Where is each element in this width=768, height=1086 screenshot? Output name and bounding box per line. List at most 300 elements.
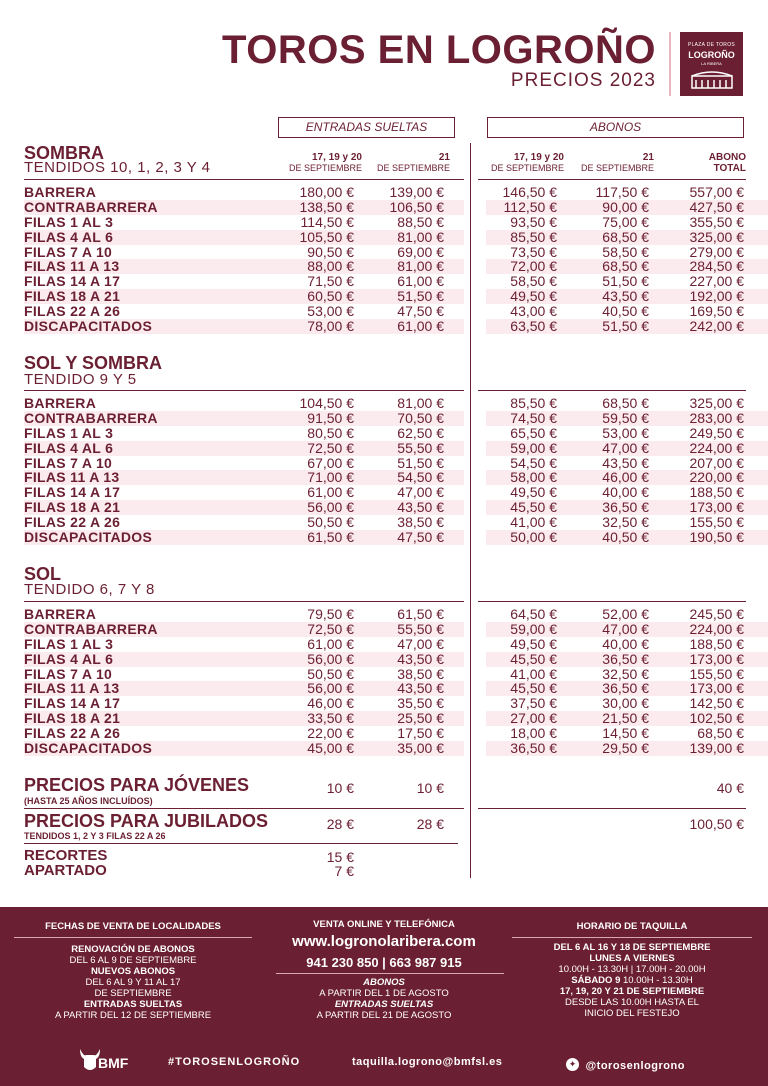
col-header-1-top: 17, 19 y 20	[311, 152, 362, 163]
table-row	[24, 637, 746, 652]
price-abono-21: 117,50 €	[595, 184, 649, 200]
price-abono-21: 68,50 €	[602, 258, 649, 275]
price-suelta-21: 81,00 €	[397, 395, 444, 411]
price-suelta-21: 61,50 €	[397, 606, 444, 622]
price-suelta-21: 38,50 €	[397, 514, 444, 531]
price-abono-17-19-20: 85,50 €	[510, 395, 557, 411]
price-abono-total: 190,50 €	[689, 529, 744, 546]
row-label: FILAS 4 AL 6	[24, 650, 114, 667]
price-abono-total: 242,00 €	[689, 318, 744, 335]
price-suelta-17-19-20: 90,50 €	[307, 243, 354, 260]
hashtag: #TOROSENLOGROÑO	[168, 1056, 301, 1068]
price-suelta-21: 47,50 €	[397, 529, 444, 546]
section-subtitle-sol-y-sombra: TENDIDO 9 Y 5	[24, 371, 137, 388]
price-abono-total: 155,50 €	[689, 514, 744, 531]
price-abono-total: 173,00 €	[689, 680, 744, 697]
price-suelta-17-19-20: 61,00 €	[307, 635, 354, 652]
row-label: BARRERA	[24, 395, 97, 411]
table-row	[24, 441, 746, 456]
price-abono-total: 188,50 €	[689, 484, 744, 501]
price-abono-17-19-20: 18,00 €	[510, 725, 557, 742]
row-label: DISCAPACITADOS	[24, 318, 153, 335]
price-abono-17-19-20: 36,50 €	[510, 740, 557, 757]
price-abono-21: 36,50 €	[602, 650, 649, 667]
price-suelta-21: 61,00 €	[397, 318, 444, 335]
jovenes-title: PRECIOS PARA JÓVENES	[24, 775, 250, 795]
price-suelta-17-19-20: 91,50 €	[307, 409, 354, 426]
price-abono-total: 245,50 €	[689, 606, 744, 622]
price-abono-total: 192,00 €	[689, 288, 744, 305]
section-title-sol: SOL	[24, 564, 62, 584]
col-header-4-top: 21	[642, 152, 654, 163]
row-label: CONTRABARRERA	[24, 409, 158, 426]
footer-renovacion-dates: DEL 6 AL 9 DE SEPTIEMBRE	[69, 955, 197, 966]
price-abono-total: 283,00 €	[689, 409, 744, 426]
price-abono-17-19-20: 63,50 €	[510, 318, 557, 335]
footer	[0, 907, 768, 1086]
price-abono-total: 142,50 €	[689, 695, 744, 712]
price-abono-total: 102,50 €	[689, 710, 744, 727]
price-suelta-17-19-20: 88,00 €	[307, 258, 354, 275]
row-label: FILAS 7 A 10	[24, 454, 113, 471]
price-suelta-21: 70,50 €	[397, 409, 444, 426]
section-subtitle-sombra: TENDIDOS 10, 1, 2, 3 Y 4	[24, 159, 211, 176]
table-row	[24, 696, 746, 711]
footer-abonos-label: ABONOS	[363, 977, 405, 988]
price-abono-21: 51,50 €	[602, 273, 649, 290]
price-suelta-17-19-20: 104,50 €	[299, 395, 354, 411]
table-row	[24, 200, 746, 215]
table-row	[24, 515, 746, 530]
price-suelta-21: 25,50 €	[397, 710, 444, 727]
page-title: TOROS EN LOGROÑO	[222, 28, 656, 72]
price-suelta-17-19-20: 61,00 €	[307, 484, 354, 501]
jubilados-price-1: 28 €	[326, 816, 354, 832]
price-abono-17-19-20: 65,50 €	[510, 424, 557, 441]
jovenes-abono-total: 40 €	[716, 780, 744, 796]
footer-abonos-dates: A PARTIR DEL 1 DE AGOSTO	[319, 988, 449, 999]
table-row	[24, 622, 746, 637]
price-suelta-21: 69,00 €	[397, 243, 444, 260]
price-abono-total: 220,00 €	[689, 469, 744, 486]
price-abono-17-19-20: 72,00 €	[510, 258, 557, 275]
table-row	[24, 456, 746, 471]
price-abono-17-19-20: 93,50 €	[510, 213, 557, 230]
footer-nuevos-dates-2: DE SEPTIEMBRE	[94, 988, 172, 999]
price-abono-21: 40,50 €	[602, 529, 649, 546]
row-label: FILAS 4 AL 6	[24, 228, 114, 245]
row-label: CONTRABARRERA	[24, 620, 158, 637]
phone-numbers[interactable]: 941 230 850 | 663 987 915	[306, 955, 462, 970]
table-row	[24, 667, 746, 682]
col-header-3-bottom: DE SEPTIEMBRE	[490, 163, 564, 173]
row-label: FILAS 14 A 17	[24, 695, 121, 712]
price-abono-21: 36,50 €	[602, 680, 649, 697]
price-suelta-21: 81,00 €	[397, 228, 444, 245]
price-abono-17-19-20: 49,50 €	[510, 635, 557, 652]
footer-hours-times: 10.00H - 13.30H | 17.00H - 20.00H	[558, 964, 706, 975]
price-suelta-17-19-20: 72,50 €	[307, 439, 354, 456]
price-abono-21: 51,50 €	[602, 318, 649, 335]
price-abono-total: 188,50 €	[689, 635, 744, 652]
price-abono-17-19-20: 50,00 €	[510, 529, 557, 546]
logo-line3: LA RIBERA	[701, 61, 722, 66]
section-title-sol-y-sombra: SOL Y SOMBRA	[24, 353, 163, 373]
price-abono-21: 75,00 €	[602, 213, 649, 230]
price-suelta-17-19-20: 67,00 €	[307, 454, 354, 471]
price-abono-21: 40,50 €	[602, 303, 649, 320]
row-label: FILAS 22 A 26	[24, 514, 121, 531]
price-abono-21: 53,00 €	[602, 424, 649, 441]
price-suelta-21: 35,00 €	[397, 740, 444, 757]
price-abono-total: 207,00 €	[689, 454, 744, 471]
row-label: FILAS 22 A 26	[24, 303, 121, 320]
price-abono-total: 279,00 €	[689, 243, 744, 260]
price-abono-total: 227,00 €	[689, 273, 744, 290]
price-suelta-21: 88,50 €	[397, 213, 444, 230]
twitter-icon: ✦	[566, 1058, 579, 1071]
price-suelta-21: 62,50 €	[397, 424, 444, 441]
footer-saturday-times: 10.00H - 13.30H	[620, 975, 693, 986]
price-abono-total: 557,00 €	[689, 184, 744, 200]
price-suelta-21: 51,50 €	[397, 288, 444, 305]
price-abono-21: 40,00 €	[602, 635, 649, 652]
section-subtitle-sol: TENDIDO 6, 7 Y 8	[24, 581, 155, 598]
price-suelta-17-19-20: 78,00 €	[307, 318, 354, 335]
price-suelta-17-19-20: 46,00 €	[307, 695, 354, 712]
row-label: FILAS 11 A 13	[24, 258, 120, 275]
price-abono-17-19-20: 41,00 €	[510, 665, 557, 682]
footer-nuevos-dates-1: DEL 6 AL 9 Y 11 AL 17	[85, 977, 181, 988]
price-abono-total: 173,00 €	[689, 499, 744, 516]
bmf-logo	[78, 1047, 129, 1078]
table-row	[24, 726, 746, 741]
price-abono-21: 58,50 €	[602, 243, 649, 260]
row-label: BARRERA	[24, 184, 97, 200]
price-abono-17-19-20: 58,50 €	[510, 273, 557, 290]
table-row	[24, 274, 746, 289]
footer-hours-title: HORARIO DE TAQUILLA	[576, 921, 688, 932]
row-label: FILAS 1 AL 3	[24, 635, 114, 652]
table-row	[24, 215, 746, 230]
price-suelta-21: 47,00 €	[397, 484, 444, 501]
row-label: FILAS 7 A 10	[24, 665, 113, 682]
price-abono-21: 68,50 €	[602, 228, 649, 245]
price-suelta-17-19-20: 33,50 €	[307, 710, 354, 727]
price-abono-21: 90,00 €	[602, 198, 649, 215]
price-suelta-17-19-20: 45,00 €	[307, 740, 354, 757]
row-label: FILAS 11 A 13	[24, 680, 120, 697]
price-abono-17-19-20: 112,50 €	[503, 198, 557, 215]
price-abono-21: 14,50 €	[602, 725, 649, 742]
price-suelta-17-19-20: 105,50 €	[299, 228, 354, 245]
email-link[interactable]: taquilla.logrono@bmfsl.es	[352, 1056, 503, 1068]
footer-sueltas-label: ENTRADAS SUELTAS	[83, 999, 183, 1010]
jovenes-price-2: 10 €	[416, 780, 444, 796]
recortes-price: 15 €	[326, 849, 354, 865]
price-suelta-21: 61,00 €	[397, 273, 444, 290]
jubilados-subtitle: TENDIDOS 1, 2 Y 3 FILAS 22 A 26	[24, 831, 166, 841]
price-abono-17-19-20: 59,00 €	[510, 439, 557, 456]
row-label: FILAS 18 A 21	[24, 499, 121, 516]
price-abono-total: 325,00 €	[689, 228, 744, 245]
row-label: CONTRABARRERA	[24, 198, 158, 215]
col-header-2-top: 21	[438, 152, 450, 163]
price-suelta-17-19-20: 72,50 €	[307, 620, 354, 637]
price-abono-17-19-20: 85,50 €	[510, 228, 557, 245]
price-abono-total: 68,50 €	[697, 725, 744, 742]
price-abono-total: 249,50 €	[689, 424, 744, 441]
price-abono-17-19-20: 45,50 €	[510, 499, 557, 516]
price-suelta-21: 54,50 €	[397, 469, 444, 486]
row-label: FILAS 1 AL 3	[24, 424, 114, 441]
price-suelta-21: 17,50 €	[397, 725, 444, 742]
price-abono-17-19-20: 74,50 €	[510, 409, 557, 426]
price-abono-17-19-20: 41,00 €	[510, 514, 557, 531]
footer-rule	[512, 937, 752, 938]
price-abono-21: 36,50 €	[602, 499, 649, 516]
table-row	[24, 652, 746, 667]
logo-line1: PLAZA DE TOROS	[687, 42, 736, 48]
table-row	[24, 230, 746, 245]
section-rule	[478, 808, 746, 809]
col-header-4-bottom: DE SEPTIEMBRE	[580, 163, 654, 173]
price-abono-21: 46,00 €	[602, 469, 649, 486]
bmf-brand: BMF	[98, 1055, 129, 1071]
price-suelta-17-19-20: 53,00 €	[307, 303, 354, 320]
section-title-sombra: SOMBRA	[24, 143, 104, 163]
price-suelta-17-19-20: 56,00 €	[307, 650, 354, 667]
row-label: FILAS 4 AL 6	[24, 439, 114, 456]
footer-sueltas-online-dates: A PARTIR DEL 21 DE AGOSTO	[316, 1010, 452, 1021]
price-abono-21: 40,00 €	[602, 484, 649, 501]
header-divider	[669, 32, 671, 96]
row-label: FILAS 18 A 21	[24, 710, 121, 727]
price-abono-17-19-20: 64,50 €	[510, 606, 557, 622]
price-table-sombra	[24, 185, 746, 334]
price-suelta-17-19-20: 180,00 €	[299, 184, 354, 200]
price-suelta-21: 55,50 €	[397, 439, 444, 456]
jubilados-abono-total: 100,50 €	[689, 816, 744, 832]
col-header-4	[568, 152, 654, 174]
table-row	[24, 681, 746, 696]
footer-rule	[276, 973, 504, 974]
row-label: FILAS 14 A 17	[24, 273, 121, 290]
price-abono-21: 43,50 €	[602, 288, 649, 305]
section-rule	[24, 808, 464, 809]
price-abono-21: 47,00 €	[602, 439, 649, 456]
price-suelta-21: 38,50 €	[397, 665, 444, 682]
footer-festival-dates: 17, 19, 20 Y 21 DE SEPTIEMBRE	[559, 986, 705, 997]
price-abono-17-19-20: 54,50 €	[510, 454, 557, 471]
footer-online-title: VENTA ONLINE Y TELEFÓNICA	[313, 919, 455, 930]
website-link[interactable]: www.logronolaribera.com	[292, 933, 476, 950]
price-suelta-17-19-20: 79,50 €	[307, 606, 354, 622]
footer-festival-hours-1: DESDE LAS 10.00H HASTA EL	[565, 997, 699, 1008]
price-abono-total: 224,00 €	[689, 620, 744, 637]
price-abono-total: 284,50 €	[689, 258, 744, 275]
price-abono-total: 355,50 €	[689, 213, 744, 230]
footer-renovacion-label: RENOVACIÓN DE ABONOS	[71, 944, 195, 955]
price-suelta-21: 55,50 €	[397, 620, 444, 637]
price-suelta-17-19-20: 138,50 €	[299, 198, 354, 215]
section-rule	[24, 843, 458, 844]
price-suelta-17-19-20: 80,50 €	[307, 424, 354, 441]
price-suelta-21: 43,50 €	[397, 650, 444, 667]
footer-nuevos-label: NUEVOS ABONOS	[90, 966, 176, 977]
price-abono-21: 52,00 €	[602, 606, 649, 622]
price-suelta-17-19-20: 56,00 €	[307, 499, 354, 516]
table-row	[24, 411, 746, 426]
row-label: FILAS 22 A 26	[24, 725, 121, 742]
price-suelta-17-19-20: 61,50 €	[307, 529, 354, 546]
group-entradas-sueltas: ENTRADAS SUELTAS	[278, 117, 455, 138]
price-suelta-21: 35,50 €	[397, 695, 444, 712]
footer-hours-info	[512, 942, 752, 1019]
section-rule	[478, 179, 746, 180]
price-abono-total: 139,00 €	[689, 740, 744, 757]
footer-hours-range: DEL 6 AL 16 Y 18 DE SEPTIEMBRE	[553, 942, 711, 953]
price-abono-17-19-20: 45,50 €	[510, 680, 557, 697]
price-abono-17-19-20: 37,50 €	[510, 695, 557, 712]
table-row	[24, 259, 746, 274]
apartado-price: 7 €	[334, 863, 354, 879]
price-abono-total: 224,00 €	[689, 439, 744, 456]
section-rule	[478, 601, 746, 602]
table-row	[24, 396, 746, 411]
price-abono-21: 59,50 €	[602, 409, 649, 426]
price-abono-21: 21,50 €	[602, 710, 649, 727]
jovenes-price-1: 10 €	[326, 780, 354, 796]
price-abono-17-19-20: 49,50 €	[510, 484, 557, 501]
row-label: FILAS 11 A 13	[24, 469, 120, 486]
jubilados-title: PRECIOS PARA JUBILADOS	[24, 811, 269, 831]
row-label: FILAS 14 A 17	[24, 484, 121, 501]
table-row	[24, 485, 746, 500]
bullring-icon	[690, 70, 734, 90]
price-abono-21: 68,50 €	[602, 395, 649, 411]
footer-hours-weekdays: LUNES A VIERNES	[589, 953, 675, 964]
row-label: DISCAPACITADOS	[24, 529, 153, 546]
price-abono-21: 32,50 €	[602, 514, 649, 531]
footer-sueltas-dates: A PARTIR DEL 12 DE SEPTIEMBRE	[54, 1010, 212, 1021]
section-rule	[24, 179, 464, 180]
price-abono-17-19-20: 45,50 €	[510, 650, 557, 667]
price-suelta-17-19-20: 22,00 €	[307, 725, 354, 742]
price-suelta-17-19-20: 60,50 €	[307, 288, 354, 305]
row-label: FILAS 7 A 10	[24, 243, 113, 260]
price-abono-21: 29,50 €	[602, 740, 649, 757]
table-row	[24, 289, 746, 304]
footer-online-info	[264, 977, 504, 1021]
price-suelta-17-19-20: 71,50 €	[307, 273, 354, 290]
footer-sales-title: FECHAS DE VENTA DE LOCALIDADES	[45, 921, 221, 932]
footer-festival-hours-2: INICIO DEL FESTEJO	[584, 1008, 680, 1019]
col-header-5-bottom: TOTAL	[713, 163, 746, 174]
price-abono-total: 427,50 €	[689, 198, 744, 215]
col-header-2-bottom: DE SEPTIEMBRE	[376, 163, 450, 173]
price-suelta-17-19-20: 114,50 €	[300, 213, 354, 230]
logo-line2: LOGROÑO	[688, 50, 735, 60]
price-suelta-21: 43,50 €	[397, 499, 444, 516]
table-row	[24, 711, 746, 726]
price-abono-17-19-20: 73,50 €	[510, 243, 557, 260]
col-header-2	[364, 152, 450, 174]
price-abono-17-19-20: 43,00 €	[510, 303, 557, 320]
row-label: DISCAPACITADOS	[24, 740, 153, 757]
col-header-5	[666, 152, 746, 174]
price-abono-17-19-20: 49,50 €	[510, 288, 557, 305]
row-label: BARRERA	[24, 606, 97, 622]
social-handle[interactable]	[566, 1056, 685, 1074]
price-abono-total: 173,00 €	[689, 650, 744, 667]
price-abono-total: 169,50 €	[689, 303, 744, 320]
price-suelta-17-19-20: 56,00 €	[307, 680, 354, 697]
table-row	[24, 741, 746, 756]
price-suelta-21: 106,50 €	[389, 198, 444, 215]
table-row	[24, 319, 746, 334]
footer-rule	[14, 937, 252, 938]
table-row	[24, 426, 746, 441]
table-row	[24, 470, 746, 485]
price-abono-total: 155,50 €	[689, 665, 744, 682]
price-suelta-17-19-20: 50,50 €	[307, 514, 354, 531]
col-header-3	[478, 152, 564, 174]
apartado-label: APARTADO	[24, 862, 107, 879]
table-row	[24, 530, 746, 545]
price-suelta-21: 47,50 €	[397, 303, 444, 320]
table-row	[24, 304, 746, 319]
row-label: FILAS 1 AL 3	[24, 213, 114, 230]
price-suelta-17-19-20: 50,50 €	[307, 665, 354, 682]
price-abono-17-19-20: 146,50 €	[502, 184, 557, 200]
price-abono-21: 43,50 €	[602, 454, 649, 471]
price-suelta-21: 43,50 €	[397, 680, 444, 697]
plaza-logo	[680, 32, 743, 96]
section-rule	[24, 390, 464, 391]
price-abono-21: 32,50 €	[602, 665, 649, 682]
price-abono-17-19-20: 59,00 €	[510, 620, 557, 637]
price-suelta-21: 51,50 €	[397, 454, 444, 471]
table-row	[24, 245, 746, 260]
price-abono-21: 47,00 €	[602, 620, 649, 637]
jubilados-price-2: 28 €	[416, 816, 444, 832]
row-label: FILAS 18 A 21	[24, 288, 121, 305]
price-suelta-17-19-20: 71,00 €	[307, 469, 354, 486]
table-row	[24, 607, 746, 622]
price-abono-17-19-20: 27,00 €	[510, 710, 557, 727]
price-suelta-21: 81,00 €	[397, 258, 444, 275]
price-suelta-21: 139,00 €	[389, 184, 444, 200]
col-header-1	[276, 152, 362, 174]
recortes-label: RECORTES	[24, 847, 108, 864]
col-header-3-top: 17, 19 y 20	[513, 152, 564, 163]
table-row	[24, 185, 746, 200]
jovenes-subtitle: (HASTA 25 AÑOS INCLUÍDOS)	[24, 796, 153, 806]
col-header-5-top: ABONO	[708, 152, 746, 163]
footer-saturday-label: SÁBADO 9	[571, 975, 621, 986]
price-table-sol-y-sombra	[24, 396, 746, 545]
price-abono-17-19-20: 58,00 €	[510, 469, 557, 486]
table-row	[24, 500, 746, 515]
section-rule	[24, 601, 464, 602]
footer-sales-info	[14, 944, 252, 1021]
price-table-sol	[24, 607, 746, 756]
group-abonos: ABONOS	[487, 117, 744, 138]
price-abono-total: 325,00 €	[689, 395, 744, 411]
price-abono-21: 30,00 €	[602, 695, 649, 712]
section-rule	[478, 390, 746, 391]
